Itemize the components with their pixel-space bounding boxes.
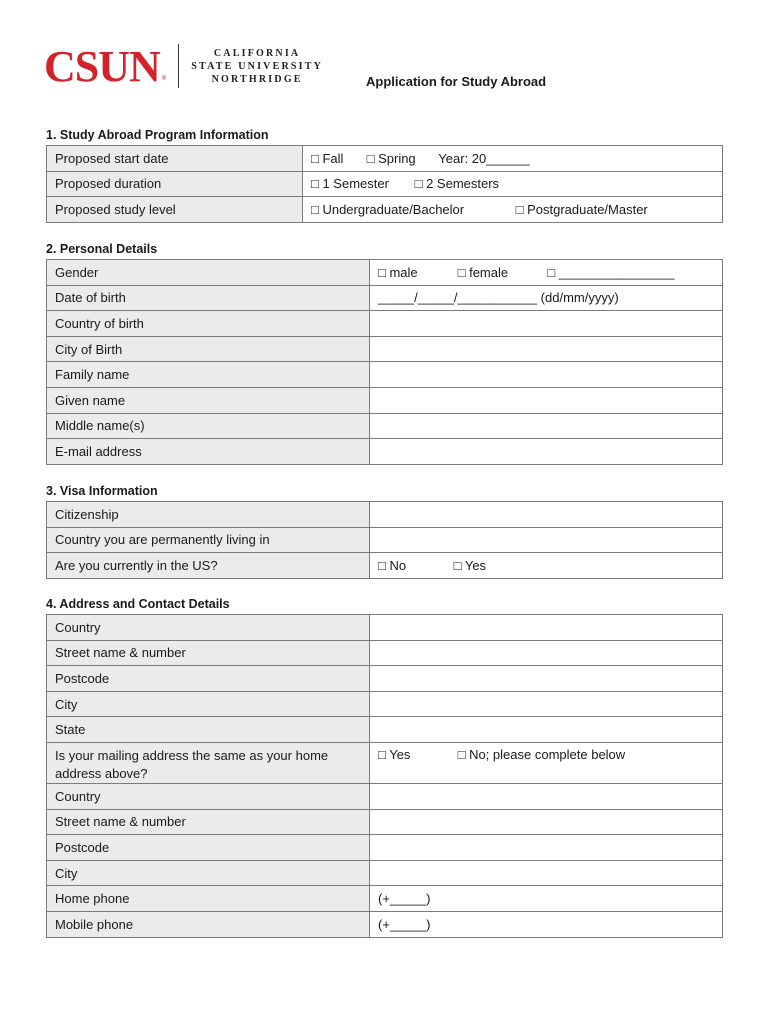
postgraduate-checkbox[interactable]: □ Postgraduate/Master — [515, 201, 648, 217]
document-title: Application for Study Abroad — [366, 74, 547, 89]
logo-university-name — [191, 44, 323, 86]
other-gender-checkbox[interactable]: □ ________________ — [547, 264, 675, 280]
family-name-field[interactable] — [370, 362, 723, 388]
mailing-postcode-field[interactable] — [370, 835, 723, 861]
city-field[interactable] — [370, 691, 723, 717]
gender-label: Gender — [47, 260, 370, 286]
mailing-no-checkbox[interactable]: □ No; please complete below — [457, 746, 626, 762]
dob-field[interactable]: _____/_____/___________ (dd/mm/yyyy) — [370, 285, 723, 311]
two-semesters-checkbox[interactable]: □ 2 Semesters — [414, 176, 500, 192]
duration-label: Proposed duration — [47, 171, 303, 197]
table-row — [47, 742, 723, 783]
table-row — [47, 502, 723, 528]
country-living-field[interactable] — [370, 527, 723, 553]
table-row — [47, 691, 723, 717]
table-row — [47, 717, 723, 743]
mailing-street-label: Street name & number — [47, 809, 370, 835]
logo-line-2: STATE UNIVERSITY — [191, 61, 324, 72]
table-row — [47, 311, 723, 337]
postcode-label: Postcode — [47, 666, 370, 692]
table-row — [47, 886, 723, 912]
table-row — [47, 527, 723, 553]
logo-line-3: NORTHRIDGE — [211, 74, 303, 85]
logo-registered-mark: ® — [161, 76, 167, 82]
street-label: Street name & number — [47, 640, 370, 666]
in-us-yes-checkbox[interactable]: □ Yes — [453, 557, 487, 573]
section-1-title: 1. Study Abroad Program Information — [46, 128, 269, 142]
mailing-country-field[interactable] — [370, 783, 723, 809]
country-label: Country — [47, 615, 370, 641]
family-name-label: Family name — [47, 362, 370, 388]
section-3-title: 3. Visa Information — [46, 484, 158, 498]
table-row — [47, 553, 723, 579]
middle-names-field[interactable] — [370, 413, 723, 439]
in-us-label: Are you currently in the US? — [47, 553, 370, 579]
mailing-city-label: City — [47, 860, 370, 886]
table-row — [47, 783, 723, 809]
table-row — [47, 860, 723, 886]
csun-logo — [44, 44, 323, 90]
home-phone-field[interactable]: (+_____) — [370, 886, 723, 912]
country-of-birth-field[interactable] — [370, 311, 723, 337]
dob-label: Date of birth — [47, 285, 370, 311]
start-date-label: Proposed start date — [47, 146, 303, 172]
mobile-phone-label: Mobile phone — [47, 911, 370, 937]
start-date-field[interactable] — [303, 146, 723, 172]
table-row — [47, 666, 723, 692]
table-row — [47, 640, 723, 666]
in-us-no-checkbox[interactable]: □ No — [378, 557, 407, 573]
table-row — [47, 809, 723, 835]
undergraduate-checkbox[interactable]: □ Undergraduate/Bachelor — [311, 201, 465, 217]
table-row — [47, 387, 723, 413]
street-field[interactable] — [370, 640, 723, 666]
email-field[interactable] — [370, 439, 723, 465]
mailing-postcode-label: Postcode — [47, 835, 370, 861]
mailing-city-field[interactable] — [370, 860, 723, 886]
state-label: State — [47, 717, 370, 743]
logo-divider — [178, 44, 179, 88]
visa-info-table — [46, 501, 723, 579]
male-checkbox[interactable]: □ male — [378, 264, 418, 280]
table-row — [47, 171, 723, 197]
home-phone-label: Home phone — [47, 886, 370, 912]
table-row — [47, 197, 723, 223]
spring-checkbox[interactable]: □ Spring — [366, 150, 416, 166]
email-label: E-mail address — [47, 439, 370, 465]
logo-line-1: CALIFORNIA — [213, 48, 301, 59]
personal-details-table — [46, 259, 723, 465]
country-living-label: Country you are permanently living in — [47, 527, 370, 553]
table-row — [47, 439, 723, 465]
one-semester-checkbox[interactable]: □ 1 Semester — [311, 176, 389, 192]
postcode-field[interactable] — [370, 666, 723, 692]
mailing-same-field — [370, 742, 723, 783]
given-name-label: Given name — [47, 387, 370, 413]
female-checkbox[interactable]: □ female — [457, 264, 509, 280]
given-name-field[interactable] — [370, 387, 723, 413]
table-row — [47, 260, 723, 286]
mailing-yes-checkbox[interactable]: □ Yes — [378, 746, 411, 762]
state-field[interactable] — [370, 717, 723, 743]
country-of-birth-label: Country of birth — [47, 311, 370, 337]
mailing-same-label: Is your mailing address the same as your home address above? — [47, 742, 370, 783]
section-4-title: 4. Address and Contact Details — [46, 597, 230, 611]
citizenship-field[interactable] — [370, 502, 723, 528]
city-of-birth-field[interactable] — [370, 336, 723, 362]
fall-checkbox[interactable]: □ Fall — [311, 150, 344, 166]
study-level-label: Proposed study level — [47, 197, 303, 223]
logo-wordmark: CSUN — [44, 42, 160, 91]
table-row — [47, 146, 723, 172]
table-row — [47, 413, 723, 439]
table-row — [47, 835, 723, 861]
table-row — [47, 285, 723, 311]
city-label: City — [47, 691, 370, 717]
table-row — [47, 336, 723, 362]
city-of-birth-label: City of Birth — [47, 336, 370, 362]
mailing-street-field[interactable] — [370, 809, 723, 835]
mobile-phone-field[interactable]: (+_____) — [370, 911, 723, 937]
table-row — [47, 615, 723, 641]
middle-names-label: Middle name(s) — [47, 413, 370, 439]
in-us-field — [370, 553, 723, 579]
table-row — [47, 362, 723, 388]
year-field[interactable]: Year: 20______ — [438, 150, 530, 166]
gender-field — [370, 260, 723, 286]
mailing-country-label: Country — [47, 783, 370, 809]
citizenship-label: Citizenship — [47, 502, 370, 528]
program-info-table — [46, 145, 723, 223]
study-level-field — [303, 197, 723, 223]
address-contact-table — [46, 614, 723, 938]
table-row — [47, 911, 723, 937]
section-2-title: 2. Personal Details — [46, 242, 158, 256]
duration-field — [303, 171, 723, 197]
country-field[interactable] — [370, 615, 723, 641]
